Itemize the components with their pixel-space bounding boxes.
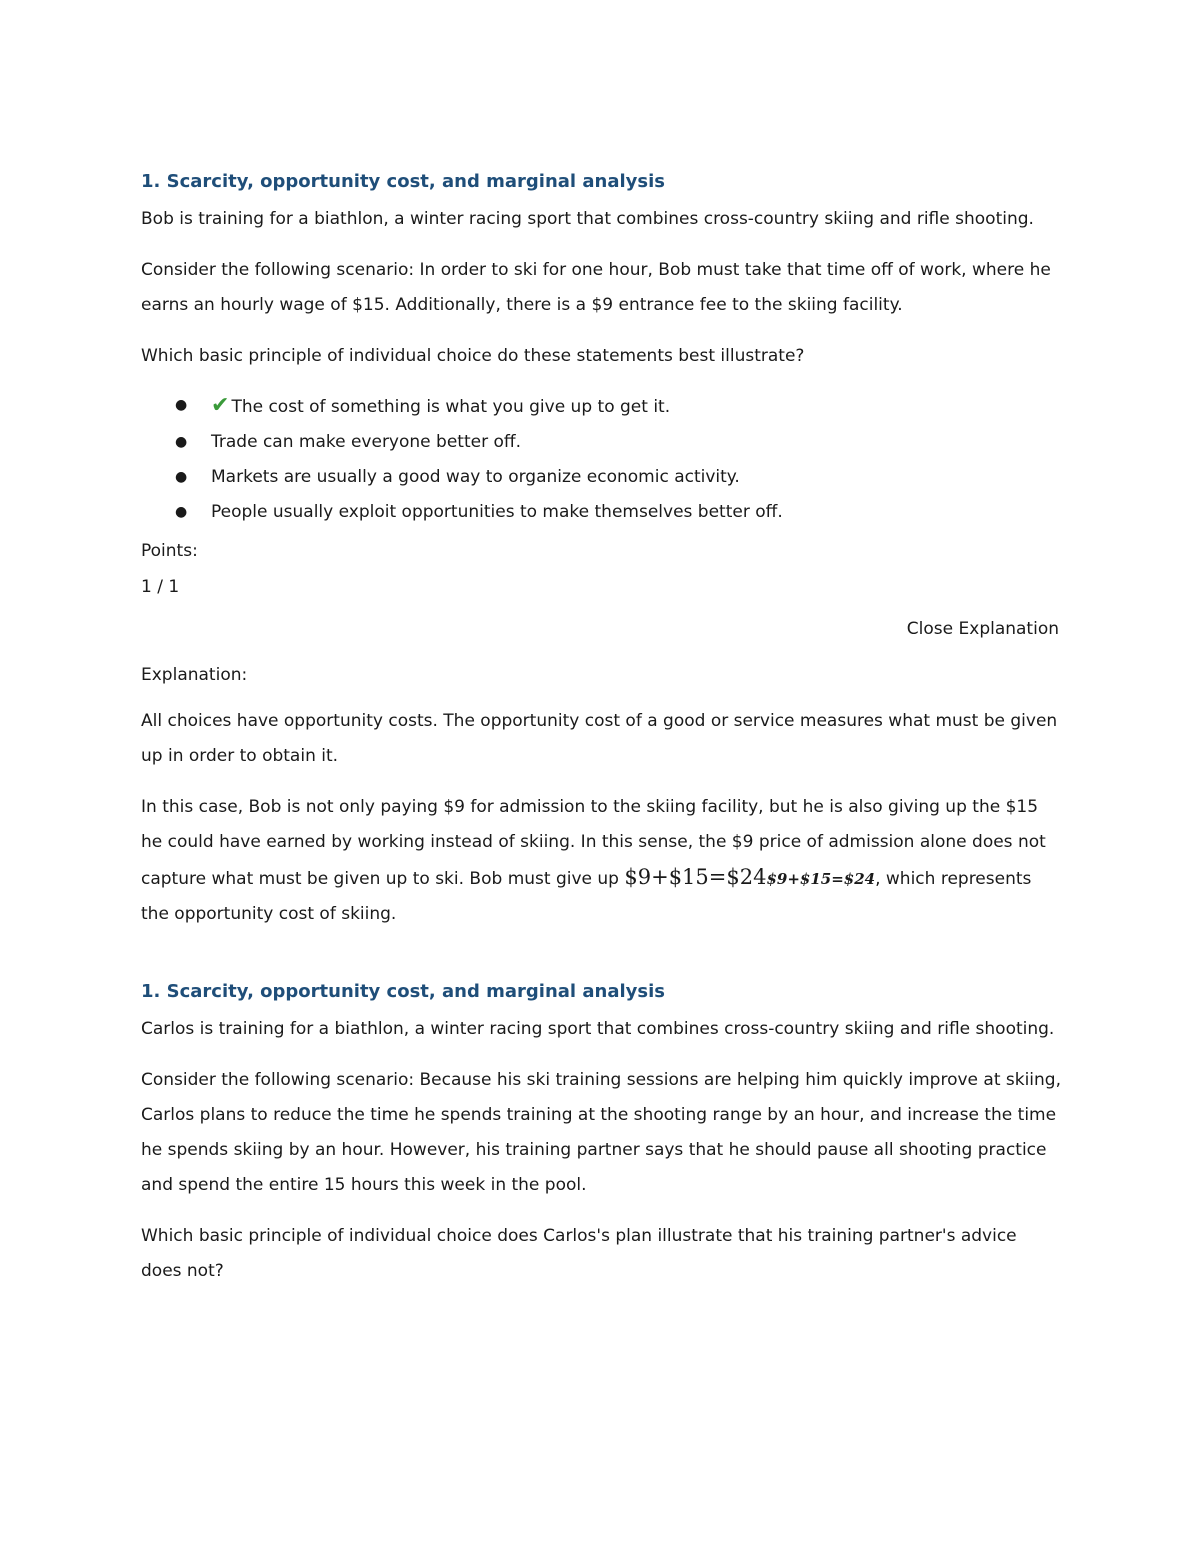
explanation-label: Explanation: [141, 665, 248, 685]
bullet-icon: ● [175, 504, 188, 520]
points-label: Points: [141, 541, 198, 561]
question-1 [141, 168, 1061, 932]
question-title: 1. Scarcity, opportunity cost, and marginal analysis [141, 981, 665, 1002]
answer-choice-4[interactable] [141, 495, 1061, 530]
explanation-text-start: In this case, Bob is not only paying $9 for admission to the skiing facility, but he is also giving up the $15 he could have earned by working instead of skiing. In this sense, the $9 price of admission alone does not capture what must be given up to ski. Bob must give up [141, 797, 1046, 889]
question-scenario: Consider the following scenario: In order to ski for one hour, Bob must take that time off of work, where he earns an hourly wage of $15. Additionally, there is a $9 entrance fee to the skiing facility. [141, 260, 1051, 315]
bullet-icon: ● [175, 397, 188, 413]
close-explanation-link[interactable] [141, 614, 1061, 644]
question-2 [141, 978, 1061, 1289]
answer-choice-text: People usually exploit opportunities to make themselves better off. [211, 502, 783, 522]
math-equation: $9+$15=$24 [624, 865, 767, 889]
question-title: 1. Scarcity, opportunity cost, and marginal analysis [141, 171, 665, 192]
answer-choice-2[interactable] [141, 425, 1061, 460]
checkmark-icon: ✔ [211, 393, 230, 418]
math-equation-fallback: $9+$15=$24 [766, 870, 876, 888]
question-prompt: Which basic principle of individual choice do these statements best illustrate? [141, 346, 805, 366]
explanation-paragraph-2 [141, 790, 1061, 932]
answer-choice-text: The cost of something is what you give up to get it. [231, 397, 671, 417]
answer-choice-3[interactable] [141, 460, 1061, 495]
explanation-paragraph-1: All choices have opportunity costs. The opportunity cost of a good or service measures what must be given up in order to obtain it. [141, 711, 1058, 766]
question-intro: Carlos is training for a biathlon, a winter racing sport that combines cross-country skiing and rifle shooting. [141, 1019, 1055, 1039]
section-spacer [141, 948, 1061, 978]
points-value: 1 / 1 [141, 577, 180, 597]
close-explanation-label: Close Explanation [906, 619, 1059, 639]
explanation-text-end: , which represents the opportunity cost of skiing. [141, 869, 1032, 924]
question-intro: Bob is training for a biathlon, a winter racing sport that combines cross-country skiing and rifle shooting. [141, 209, 1034, 229]
bullet-icon: ● [175, 469, 188, 485]
bullet-icon: ● [175, 434, 188, 450]
document-page [141, 168, 1061, 1305]
question-scenario: Consider the following scenario: Because his ski training sessions are helping him quickly improve at skiing, Carlos plans to reduce the time he spends training at the shooting range by an hour, and increase the time he spends skiing by an hour. However, his training partner says that he should pause all shooting practice and spend the entire 15 hours this week in the pool. [141, 1070, 1062, 1195]
answer-choices [141, 388, 1061, 530]
answer-choice-text: Markets are usually a good way to organize economic activity. [211, 467, 740, 487]
question-prompt: Which basic principle of individual choice does Carlos's plan illustrate that his training partner's advice does not? [141, 1226, 1017, 1281]
answer-choice-text: Trade can make everyone better off. [211, 432, 521, 452]
answer-choice-1[interactable] [141, 388, 1061, 425]
